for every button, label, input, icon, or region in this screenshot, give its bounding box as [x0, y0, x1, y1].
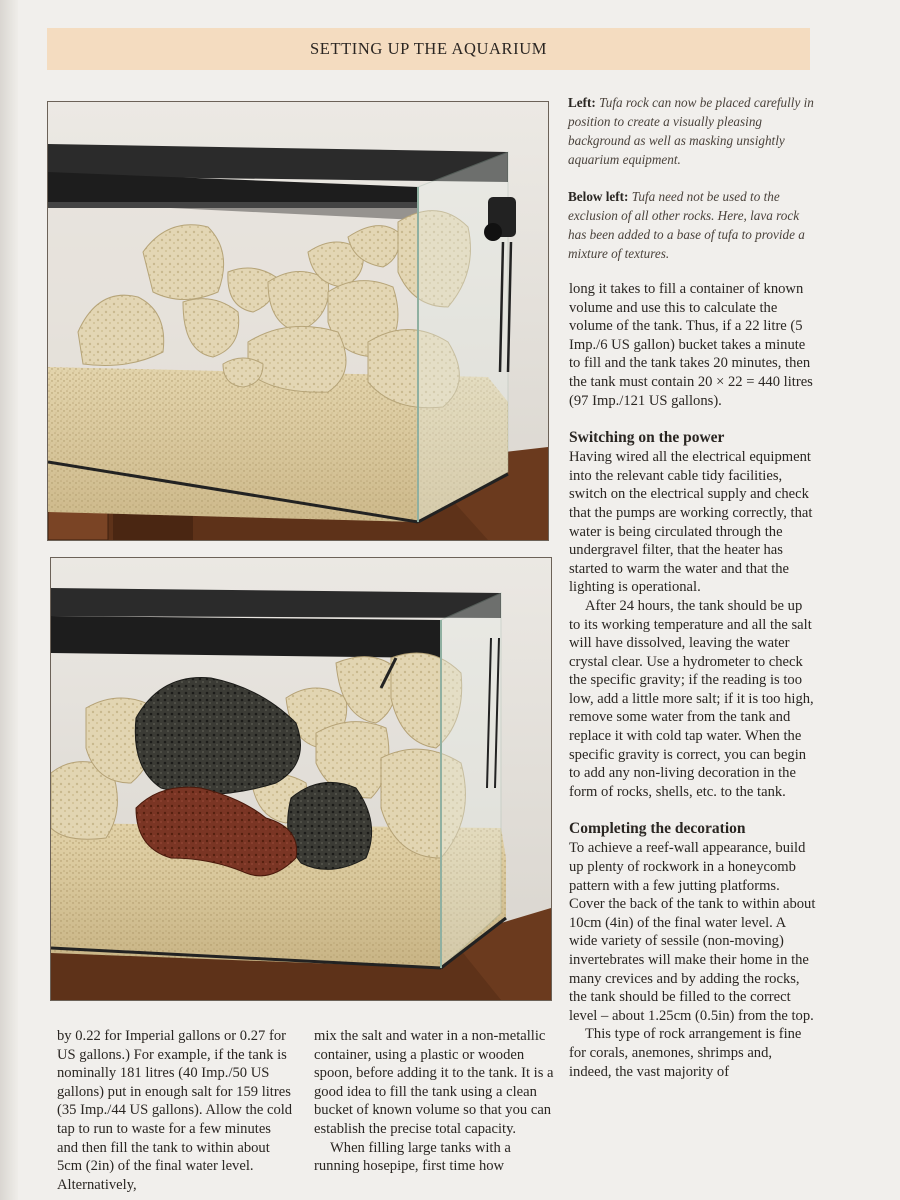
page-title: SETTING UP THE AQUARIUM — [309, 39, 547, 58]
aquarium-lava-rock-photo — [50, 557, 552, 1001]
body-paragraph: long it takes to fill a container of known volume and use this to calculate the volume of the tank. Thus, if a 22 litre (5 Imp./6 US gallon) bucket takes a minute to fill and the tank takes 20 minutes, then the tank must contain 20 × 22 = 440 litres (97 Imp./121 US gallons). — [569, 281, 813, 409]
aquarium-tufa-photo — [47, 101, 549, 541]
caption-below-left — [568, 187, 816, 263]
body-paragraph: When filling large tanks with a running hosepipe, first time how — [314, 1139, 511, 1175]
running-header — [47, 28, 810, 70]
caption-text: Tufa need not be used to the exclusion of all other rocks. Here, lava rock has been added to a base of tufa to provide a mixture of textures. — [568, 189, 805, 261]
body-paragraph: by 0.22 for Imperial gallons or 0.27 for US gallons.) For example, if the tank is nominally 181 litres (40 Imp./50 US gallons) put in enough salt for 159 litres (35 Imp./44 US gallons). Allow the cold tap to run to waste for a few minutes and then fill the tank to within about 5cm (2in) of the final water level. Alternatively, — [57, 1028, 293, 1193]
caption-label: Below left: — [568, 189, 629, 204]
body-paragraph: To achieve a reef-wall appearance, build up plenty of rockwork in a honeycomb pattern with a few jutting platforms. Cover the back of the tank to within about 10cm (4in) of the final water level. A wide variety of sessile (non-moving) invertebrates will make their home in the many crevices and by adding the rocks, the tank should be filled to the correct level – about 1.25cm (0.5in) from the top. — [569, 840, 816, 1024]
caption-label: Left: — [568, 95, 596, 110]
right-column-text — [569, 280, 817, 1081]
bottom-middle-column-text — [314, 1027, 554, 1176]
body-paragraph: Having wired all the electrical equipment into the relevant cable tidy facilities, switch on the electrical supply and check that the pumps are working correctly, that water is being circulated through the undergravel filter, that the heater has started to warm the water and that the lighting is operational. — [569, 449, 813, 596]
section-heading-decoration: Completing the decoration — [569, 820, 746, 838]
section-heading-power: Switching on the power — [569, 429, 725, 447]
page-gutter-shadow — [0, 0, 18, 1200]
body-paragraph: mix the salt and water in a non-metallic container, using a plastic or wooden spoon, before adding it to the tank. It is a good idea to fill the tank using a clean bucket of known volume so that you can establish the precise total capacity. — [314, 1028, 554, 1137]
body-paragraph: This type of rock arrangement is fine for corals, anemones, shrimps and, indeed, the vast majority of — [569, 1026, 802, 1080]
caption-text: Tufa rock can now be placed carefully in position to create a visually pleasing background as well as masking unsightly aquarium equipment. — [568, 95, 814, 167]
caption-left — [568, 93, 816, 169]
bottom-left-column-text — [57, 1027, 294, 1194]
body-paragraph: After 24 hours, the tank should be up to its working temperature and all the salt will have dissolved, leaving the water crystal clear. Use a hydrometer to check the specific gravity; if the reading is too low, add a little more salt; if it is too high, remove some water from the tank and replace it with cold tap water. When the specific gravity is correct, you can begin to add any non-living decoration in the form of rocks, shells, etc. to the tank. — [569, 597, 814, 800]
